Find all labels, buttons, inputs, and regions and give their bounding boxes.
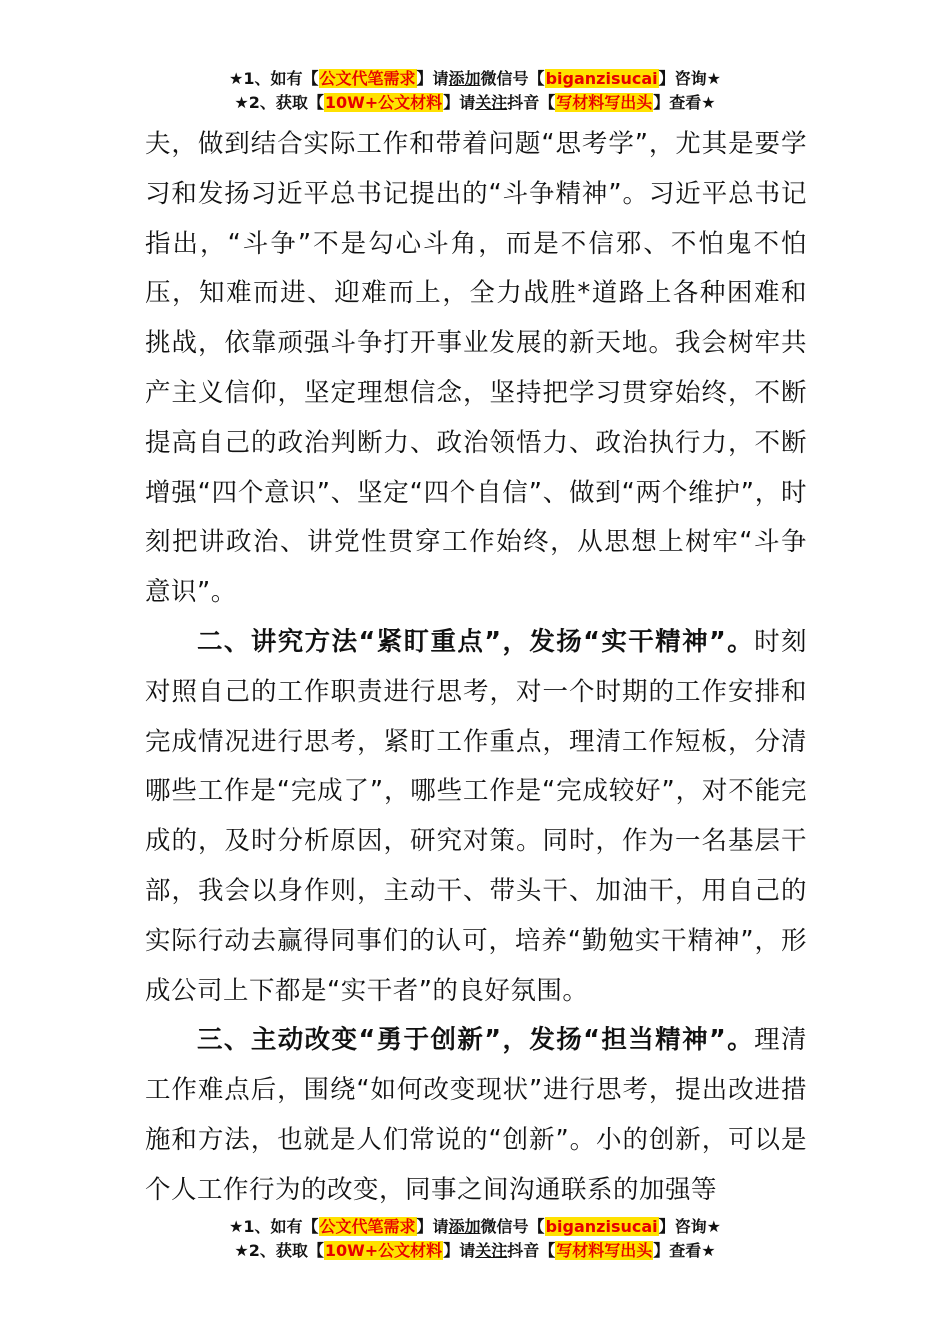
banner-highlight: 写材料写出头 (556, 1241, 653, 1260)
banner-text: 】查看★ (653, 93, 716, 112)
banner-highlight: 公文代笔需求 (319, 1217, 416, 1236)
banner-line-2 (0, 92, 950, 116)
banner-highlight: biganzisucai (545, 1217, 658, 1236)
paragraph-3-text: 理清工作难点后，围绕“如何改变现状”进行思考，提出改进措施和方法，也就是人们常说的“创新”。小的创新，可以是个人工作行为的改变，同事之间沟通联系的加强等 (145, 1025, 807, 1205)
paragraph-2-text: 时刻对照自己的工作职责进行思考，对一个时期的工作安排和完成情况进行思考，紧盯工作重点，理清工作短板，分清哪些工作是“完成了”，哪些工作是“完成较好”，对不能完成的，及时分析原因，研究对策。同时，作为一名基层干部，我会以身作则，主动干、带头干、加油干，用自己的实际行动去赢得同事们的认可，培养“勤勉实干精神”，形成公司上下都是“实干者”的良好氛围。 (145, 626, 807, 1006)
banner-underlined-text: 添加 (448, 69, 481, 88)
banner-line-1 (0, 68, 950, 92)
section-heading-2: 二、讲究方法“紧盯重点”，发扬“实干精神”。 (197, 626, 755, 657)
banner-line-2 (0, 1240, 950, 1264)
banner-underlined-text: 关注 (475, 1241, 508, 1260)
banner-text: 】咨询★ (658, 1217, 721, 1236)
paragraph-1: 夫，做到结合实际工作和带着问题“思考学”，尤其是要学习和发扬习近平总书记提出的“斗争精神”。习近平总书记指出，“斗争”不是勾心斗角，而是不信邪、不怕鬼不怕压，知难而进、迎难而上，全力战胜*道路上各种困难和挑战，依靠顽强斗争打开事业发展的新天地。我会树牢共产主义信仰，坚定理想信念，坚持把学习贯穿始终，不断提高自己的政治判断力、政治领悟力、政治执行力，不断增强“四个意识”、坚定“四个自信”、做到“两个维护”，时刻把讲政治、讲党性贯穿工作始终，从思想上树牢“斗争意识”。 (145, 129, 807, 608)
banner-text: ★1、如有【 (229, 1217, 319, 1236)
banner-text: ★2、获取【 (234, 93, 324, 112)
banner-text: ★2、获取【 (234, 1241, 324, 1260)
banner-highlight: 10W+公文材料 (324, 93, 443, 112)
banner-text: ★1、如有【 (229, 69, 319, 88)
banner-text: 】请 (416, 69, 449, 88)
banner-text: 】请 (443, 93, 476, 112)
paragraph-2 (145, 618, 807, 1016)
banner-text: 】咨询★ (658, 69, 721, 88)
banner-highlight: 公文代笔需求 (319, 69, 416, 88)
banner-text: 】请 (416, 1217, 449, 1236)
banner-highlight: 10W+公文材料 (324, 1241, 443, 1260)
banner-highlight: 写材料写出头 (556, 93, 653, 112)
banner-underlined-text: 添加 (448, 1217, 481, 1236)
document-body (145, 120, 807, 1216)
banner-text: 抖音【 (507, 1241, 556, 1260)
banner-text: 抖音【 (507, 93, 556, 112)
banner-text: 】查看★ (653, 1241, 716, 1260)
banner-text: 微信号【 (480, 69, 545, 88)
banner-line-1 (0, 1216, 950, 1240)
header-banner (0, 68, 950, 116)
banner-text: 微信号【 (480, 1217, 545, 1236)
section-heading-3: 三、主动改变“勇于创新”，发扬“担当精神”。 (197, 1025, 755, 1056)
banner-text: 】请 (443, 1241, 476, 1260)
footer-banner (0, 1216, 950, 1264)
banner-underlined-text: 关注 (475, 93, 508, 112)
banner-highlight: biganzisucai (545, 69, 658, 88)
paragraph-3 (145, 1016, 807, 1215)
